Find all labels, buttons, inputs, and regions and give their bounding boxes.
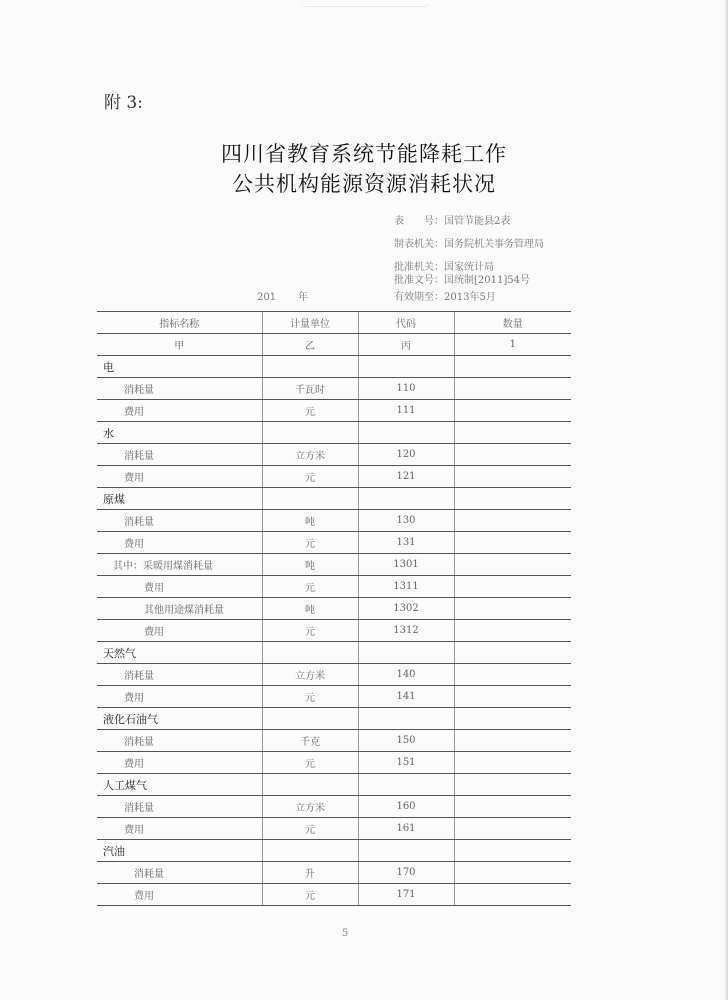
- meta-key: 表 号：: [394, 216, 444, 227]
- indicator-label: 费用: [144, 627, 164, 638]
- table-row: [97, 664, 571, 686]
- table-row: [97, 422, 571, 444]
- row-unit: [262, 642, 358, 664]
- row-indicator-name: [97, 752, 262, 774]
- document-title-line1: 四川省教育系统节能降耗工作: [221, 142, 507, 166]
- subheader-bing: 丙: [358, 334, 454, 356]
- row-indicator-name: [97, 686, 262, 708]
- indicator-label: 费用: [124, 473, 144, 484]
- meta-approval-number: [394, 271, 530, 286]
- row-indicator-name: [97, 510, 262, 532]
- meta-value: 国务院机关事务管理局: [444, 239, 544, 250]
- year-label: 201: [257, 292, 277, 303]
- row-code: 120: [358, 444, 454, 466]
- row-unit: [262, 356, 358, 378]
- row-indicator-name: [97, 444, 262, 466]
- indicator-label: 消耗量: [134, 869, 164, 880]
- table-row: [97, 774, 571, 796]
- table-subheader-row: [97, 334, 571, 356]
- row-indicator-name: [97, 642, 262, 664]
- table-row: [97, 818, 571, 840]
- table-row: [97, 840, 571, 862]
- indicator-label: 消耗量: [124, 803, 154, 814]
- row-unit: 吨: [262, 554, 358, 576]
- table-row: [97, 444, 571, 466]
- indicator-label: 费用: [124, 825, 144, 836]
- row-code: 1301: [358, 554, 454, 576]
- row-indicator-name: [97, 730, 262, 752]
- row-code: 140: [358, 664, 454, 686]
- indicator-label: 原煤: [103, 492, 125, 506]
- table-row: [97, 642, 571, 664]
- table-row: [97, 466, 571, 488]
- row-quantity: [454, 466, 571, 488]
- row-indicator-name: [97, 356, 262, 378]
- indicator-label: 消耗量: [124, 737, 154, 748]
- indicator-label: 电: [103, 360, 114, 374]
- row-quantity: [454, 884, 571, 906]
- table-row: [97, 576, 571, 598]
- row-unit: 元: [262, 884, 358, 906]
- row-quantity: [454, 642, 571, 664]
- indicator-label: 费用: [124, 693, 144, 704]
- row-indicator-name: [97, 488, 262, 510]
- row-unit: 元: [262, 400, 358, 422]
- table-row: [97, 686, 571, 708]
- row-code: 150: [358, 730, 454, 752]
- row-quantity: [454, 862, 571, 884]
- row-quantity: [454, 774, 571, 796]
- row-indicator-name: [97, 840, 262, 862]
- meta-value: 国家统计局: [444, 262, 494, 273]
- row-code: 121: [358, 466, 454, 488]
- row-indicator-name: [97, 598, 262, 620]
- row-unit: 元: [262, 532, 358, 554]
- table-row: [97, 510, 571, 532]
- table-row: [97, 884, 571, 906]
- row-code: 110: [358, 378, 454, 400]
- validity-period: 有效期至：2013年5月: [394, 292, 496, 303]
- meta-key: 批准机关：: [394, 262, 444, 273]
- meta-key: 制表机关：: [394, 239, 444, 250]
- table-row: [97, 400, 571, 422]
- row-indicator-name: [97, 862, 262, 884]
- indicator-label: 液化石油气: [103, 712, 158, 726]
- table-row: [97, 378, 571, 400]
- row-code: 141: [358, 686, 454, 708]
- table-row: [97, 488, 571, 510]
- year-suffix: 年: [298, 292, 309, 303]
- row-quantity: [454, 532, 571, 554]
- row-code: 111: [358, 400, 454, 422]
- row-code: 130: [358, 510, 454, 532]
- row-unit: 元: [262, 752, 358, 774]
- row-code: 170: [358, 862, 454, 884]
- row-code: [358, 488, 454, 510]
- table-row: [97, 620, 571, 642]
- row-quantity: [454, 796, 571, 818]
- row-code: 1302: [358, 598, 454, 620]
- indicator-label: 消耗量: [124, 451, 154, 462]
- table-header-row: [97, 312, 571, 334]
- row-unit: 千克: [262, 730, 358, 752]
- row-code: [358, 642, 454, 664]
- indicator-label: 费用: [124, 539, 144, 550]
- row-quantity: [454, 686, 571, 708]
- row-quantity: [454, 620, 571, 642]
- row-indicator-name: [97, 400, 262, 422]
- row-code: [358, 356, 454, 378]
- indicator-label: 费用: [124, 407, 144, 418]
- indicator-label: 人工煤气: [103, 778, 147, 792]
- row-quantity: [454, 818, 571, 840]
- row-quantity: [454, 708, 571, 730]
- row-unit: 千瓦时: [262, 378, 358, 400]
- meta-issuing-authority: [394, 235, 544, 250]
- row-unit: 升: [262, 862, 358, 884]
- indicator-label: 消耗量: [124, 517, 154, 528]
- row-unit: 元: [262, 818, 358, 840]
- subheader-jia: 甲: [97, 334, 262, 356]
- energy-consumption-table: [97, 311, 571, 906]
- row-quantity: [454, 378, 571, 400]
- header-unit: 计量单位: [262, 312, 358, 334]
- row-code: [358, 422, 454, 444]
- row-code: 1311: [358, 576, 454, 598]
- row-code: 161: [358, 818, 454, 840]
- row-quantity: [454, 598, 571, 620]
- row-quantity: [454, 664, 571, 686]
- indicator-label: 汽油: [103, 844, 125, 858]
- row-indicator-name: [97, 554, 262, 576]
- row-code: [358, 708, 454, 730]
- row-indicator-name: [97, 774, 262, 796]
- row-unit: 元: [262, 686, 358, 708]
- meta-value: 国管节能县2表: [444, 216, 511, 227]
- row-unit: 立方米: [262, 664, 358, 686]
- row-indicator-name: [97, 796, 262, 818]
- row-quantity: [454, 554, 571, 576]
- page-number: 5: [341, 928, 349, 939]
- row-unit: 立方米: [262, 444, 358, 466]
- table-row: [97, 862, 571, 884]
- table-row: [97, 598, 571, 620]
- meta-key: 批准文号：: [394, 275, 444, 286]
- row-quantity: [454, 730, 571, 752]
- row-indicator-name: [97, 620, 262, 642]
- table-row: [97, 554, 571, 576]
- row-code: 171: [358, 884, 454, 906]
- row-indicator-name: [97, 378, 262, 400]
- row-unit: 立方米: [262, 796, 358, 818]
- table-row: [97, 708, 571, 730]
- attachment-label: 附 3:: [104, 93, 143, 113]
- meta-form-number: [394, 212, 510, 227]
- row-code: 160: [358, 796, 454, 818]
- binding-mark: [300, 0, 430, 7]
- row-unit: 吨: [262, 598, 358, 620]
- row-indicator-name: [97, 532, 262, 554]
- subheader-yi: 乙: [262, 334, 358, 356]
- table-row: [97, 752, 571, 774]
- row-quantity: [454, 356, 571, 378]
- header-indicator-name: 指标名称: [97, 312, 262, 334]
- row-quantity: [454, 752, 571, 774]
- meta-value: 国统制[2011]54号: [444, 275, 530, 286]
- table-row: [97, 532, 571, 554]
- row-code: [358, 840, 454, 862]
- header-quantity: 数量: [454, 312, 571, 334]
- indicator-label: 费用: [144, 583, 164, 594]
- row-indicator-name: [97, 466, 262, 488]
- table-row: [97, 730, 571, 752]
- table-row: [97, 796, 571, 818]
- indicator-label: 费用: [124, 759, 144, 770]
- indicator-label: 消耗量: [124, 385, 154, 396]
- table-row: [97, 356, 571, 378]
- row-indicator-name: [97, 664, 262, 686]
- row-quantity: [454, 444, 571, 466]
- indicator-label: 水: [103, 426, 114, 440]
- indicator-label: 费用: [134, 891, 154, 902]
- indicator-label: 消耗量: [124, 671, 154, 682]
- row-unit: [262, 422, 358, 444]
- row-unit: 元: [262, 576, 358, 598]
- row-unit: [262, 774, 358, 796]
- row-quantity: [454, 510, 571, 532]
- subheader-one: 1: [454, 334, 571, 356]
- row-indicator-name: [97, 884, 262, 906]
- indicator-label: 天然气: [103, 646, 136, 660]
- row-indicator-name: [97, 818, 262, 840]
- row-quantity: [454, 400, 571, 422]
- row-unit: 元: [262, 466, 358, 488]
- row-unit: [262, 488, 358, 510]
- row-unit: 吨: [262, 510, 358, 532]
- row-code: 151: [358, 752, 454, 774]
- row-indicator-name: [97, 422, 262, 444]
- row-quantity: [454, 840, 571, 862]
- row-unit: [262, 840, 358, 862]
- indicator-label: 其他用途煤消耗量: [144, 605, 224, 616]
- row-code: 131: [358, 532, 454, 554]
- row-quantity: [454, 576, 571, 598]
- row-indicator-name: [97, 708, 262, 730]
- row-unit: 元: [262, 620, 358, 642]
- row-quantity: [454, 488, 571, 510]
- row-unit: [262, 708, 358, 730]
- row-code: [358, 774, 454, 796]
- document-title-line2: 公共机构能源资源消耗状况: [232, 172, 496, 196]
- header-code: 代码: [358, 312, 454, 334]
- report-year: [257, 288, 308, 303]
- indicator-label: 其中：采暖用煤消耗量: [113, 561, 213, 572]
- row-quantity: [454, 422, 571, 444]
- row-code: 1312: [358, 620, 454, 642]
- row-indicator-name: [97, 576, 262, 598]
